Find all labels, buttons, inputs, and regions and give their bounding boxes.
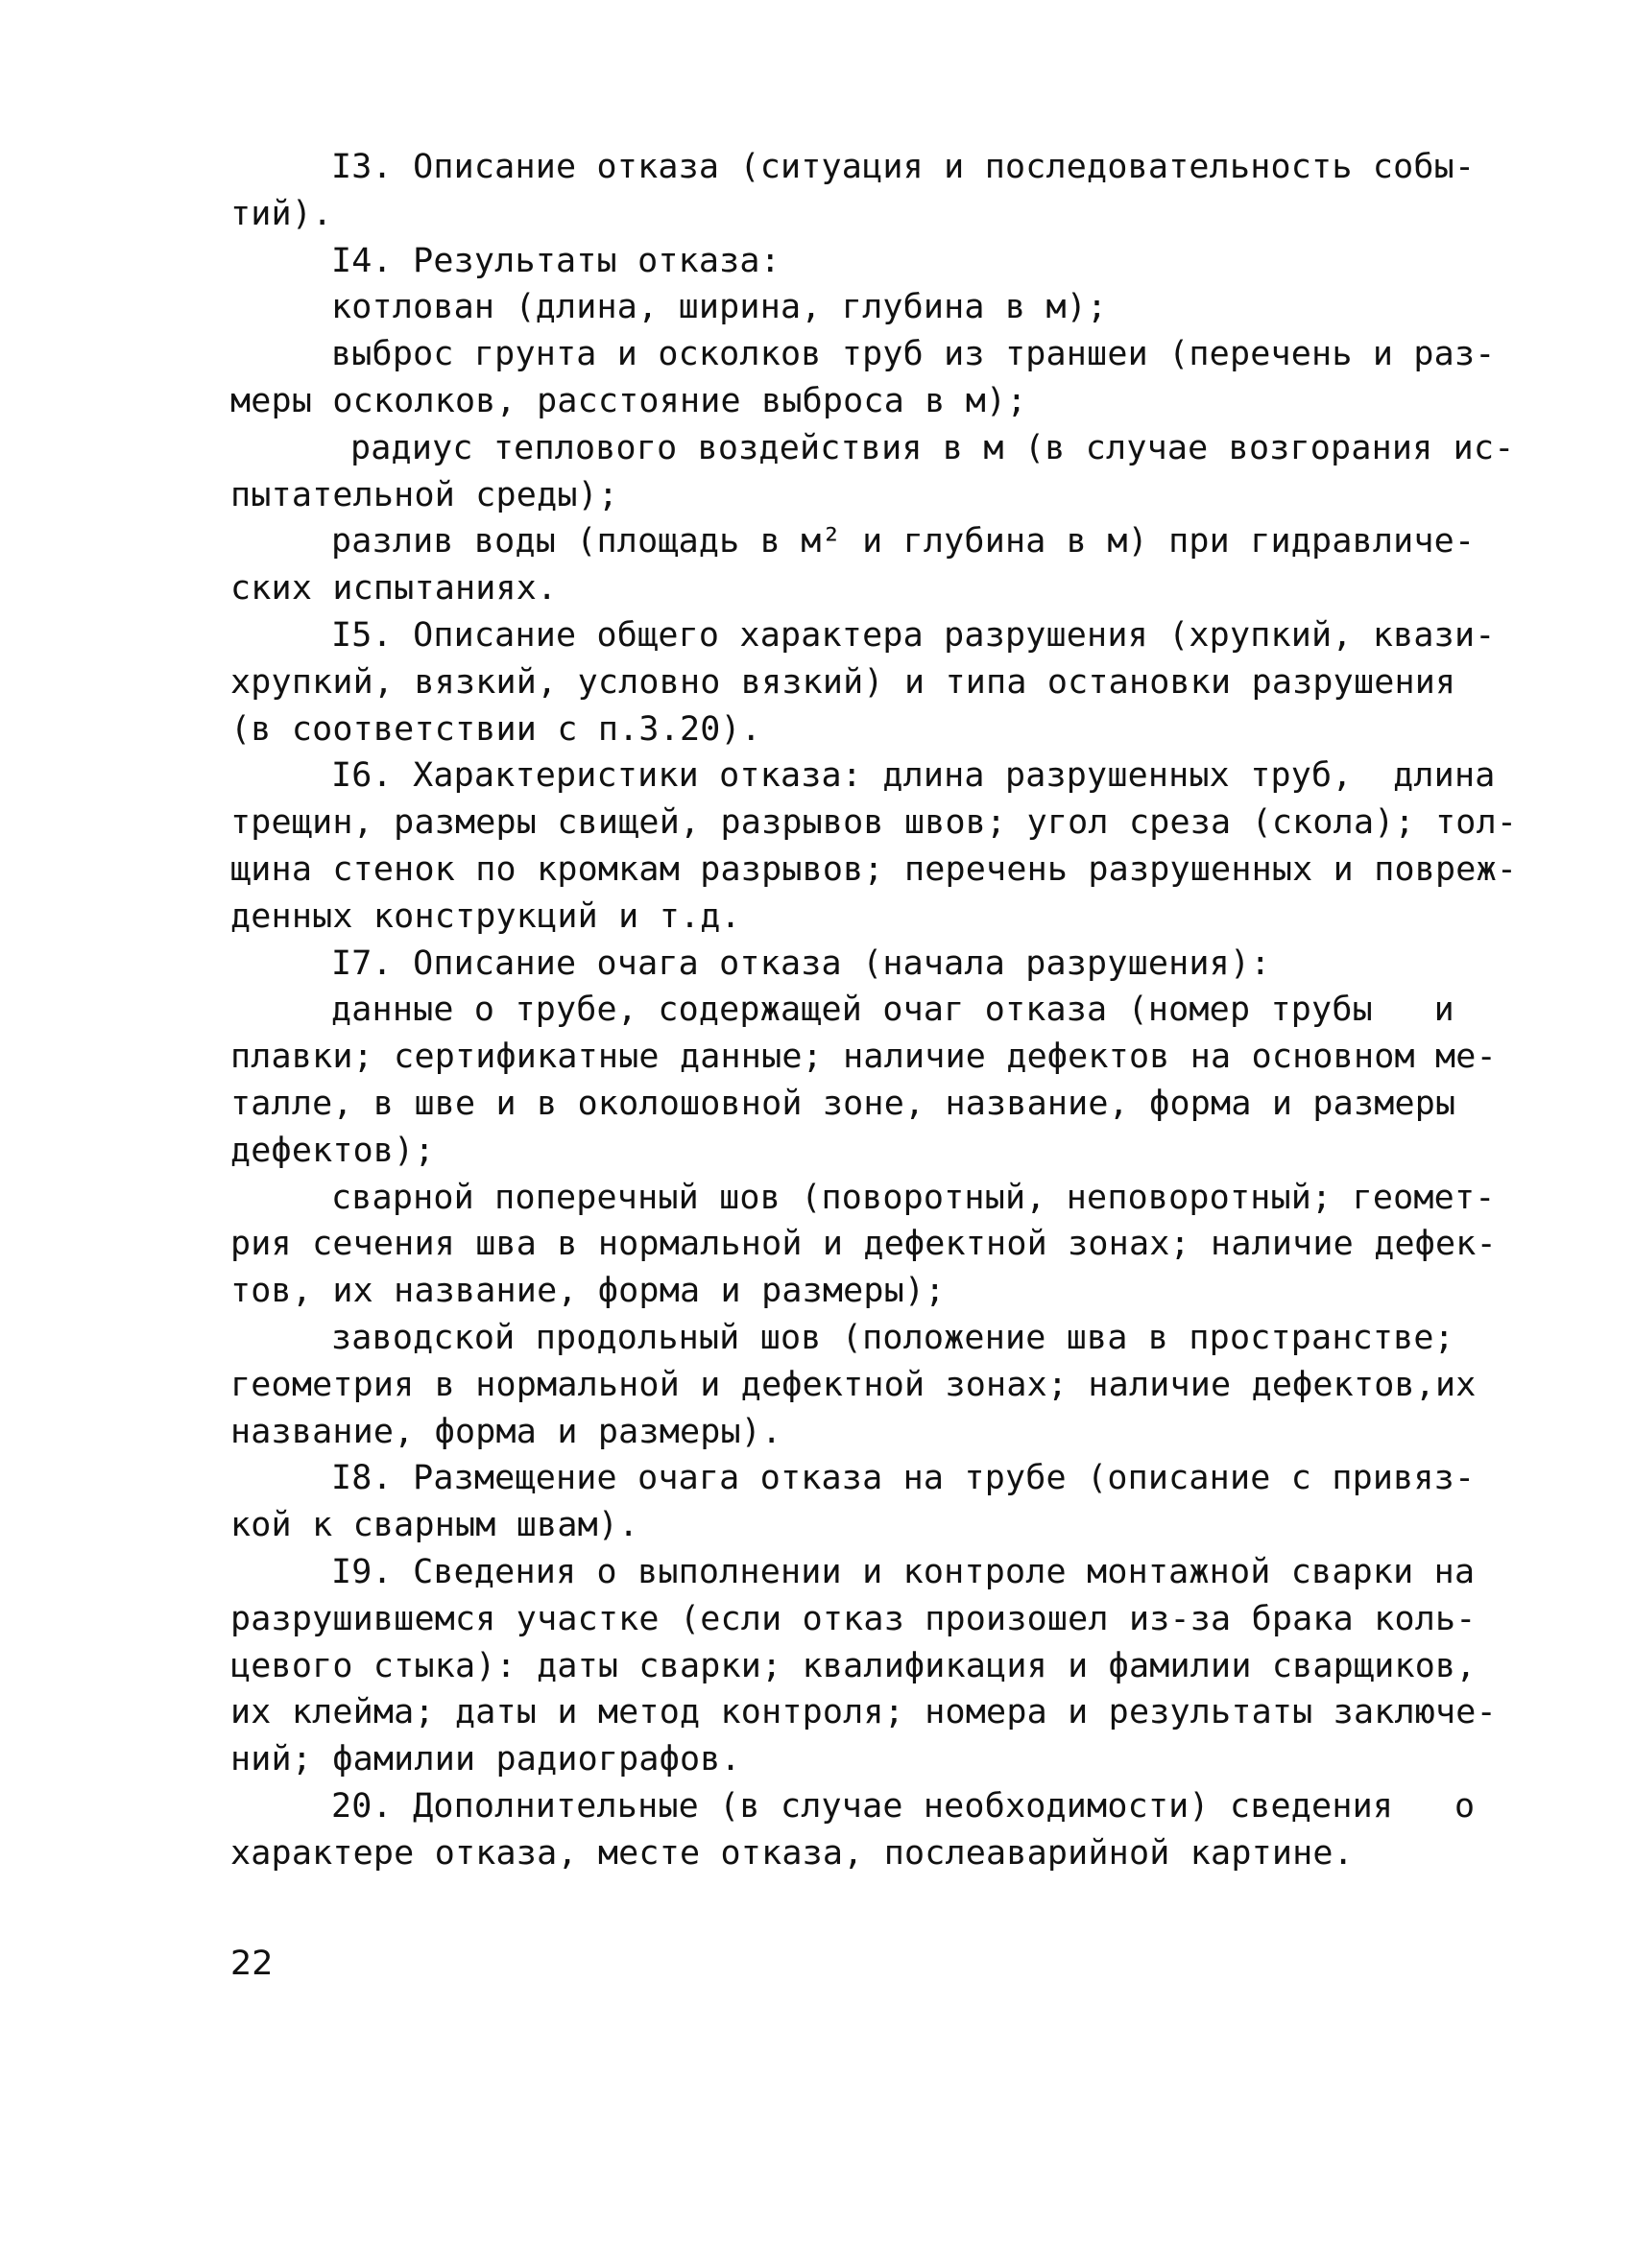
text-line: название, форма и размеры). bbox=[230, 1412, 782, 1451]
text-line: I5. Описание общего характера разрушения (хрупкий, квази- bbox=[331, 615, 1496, 655]
text-line: характере отказа, месте отказа, послеаварийной картине. bbox=[230, 1833, 1354, 1873]
text-line: 20. Дополнительные (в случае необходимости) сведения о bbox=[331, 1786, 1476, 1826]
text-line: дефектов); bbox=[230, 1131, 435, 1170]
text-line: рия сечения шва в нормальной и дефектной зонах; наличие дефек- bbox=[230, 1225, 1497, 1264]
text-line: щина стенок по кромкам разрывов; перечень разрушенных и повреж- bbox=[230, 849, 1518, 889]
text-line: I7. Описание очага отказа (начала разрушения): bbox=[331, 943, 1271, 983]
text-line: пытательной среды); bbox=[230, 475, 619, 514]
text-line: тов, их название, форма и размеры); bbox=[230, 1272, 946, 1311]
text-line: I4. Результаты отказа: bbox=[331, 241, 781, 280]
text-line: меры осколков, расстояние выброса в м); bbox=[230, 381, 1027, 420]
text-line: ских испытаниях. bbox=[230, 569, 558, 609]
document-body bbox=[230, 144, 1518, 1876]
text-line: I8. Размещение очага отказа на трубе (описание с привяз- bbox=[331, 1459, 1476, 1498]
text-line: хрупкий, вязкий, условно вязкий) и типа остановки разрушения bbox=[230, 662, 1456, 702]
text-line: разлив воды (площадь в м² и глубина в м) при гидравличе- bbox=[331, 522, 1476, 561]
text-line: денных конструкций и т.д. bbox=[230, 896, 741, 936]
text-line: цевого стыка): даты сварки; квалификация и фамилии сварщиков, bbox=[230, 1646, 1477, 1685]
text-line: кой к сварным швам). bbox=[230, 1506, 639, 1545]
text-line: разрушившемся участке (если отказ произошел из-за брака коль- bbox=[230, 1599, 1477, 1638]
text-line: заводской продольный шов (положение шва в пространстве; bbox=[331, 1318, 1454, 1357]
text-line: сварной поперечный шов (поворотный, неповоротный; геомет- bbox=[331, 1178, 1496, 1217]
text-line: I6. Характеристики отказа: длина разрушенных труб, длина bbox=[331, 756, 1496, 796]
text-line: их клейма; даты и метод контроля; номера и результаты заключе- bbox=[230, 1693, 1497, 1732]
text-line: котлован (длина, ширина, глубина в м); bbox=[331, 288, 1108, 327]
text-line: геометрия в нормальной и дефектной зонах; наличие дефектов,их bbox=[230, 1365, 1477, 1404]
page-number: 22 bbox=[230, 1945, 274, 1983]
text-line: (в соответствии с п.3.20). bbox=[230, 709, 762, 749]
text-line: тий). bbox=[230, 194, 333, 233]
text-line: выброс грунта и осколков труб из траншеи (перечень и раз- bbox=[331, 335, 1496, 374]
text-line: I9. Сведения о выполнении и контроле монтажной сварки на bbox=[331, 1552, 1476, 1591]
text-line: талле, в шве и в околошовной зоне, название, форма и размеры bbox=[230, 1084, 1456, 1123]
text-line: I3. Описание отказа (ситуация и последовательность собы- bbox=[331, 148, 1476, 186]
text-line: плавки; сертификатные данные; наличие дефектов на основном ме- bbox=[230, 1038, 1497, 1077]
text-line: радиус теплового воздействия в м (в случае возгорания ис- bbox=[350, 428, 1515, 467]
text-line: трещин, размеры свищей, разрывов швов; угол среза (скола); тол- bbox=[230, 803, 1518, 843]
text-line: ний; фамилии радиографов. bbox=[230, 1740, 741, 1779]
text-line: данные о трубе, содержащей очаг отказа (номер трубы и bbox=[331, 991, 1454, 1030]
